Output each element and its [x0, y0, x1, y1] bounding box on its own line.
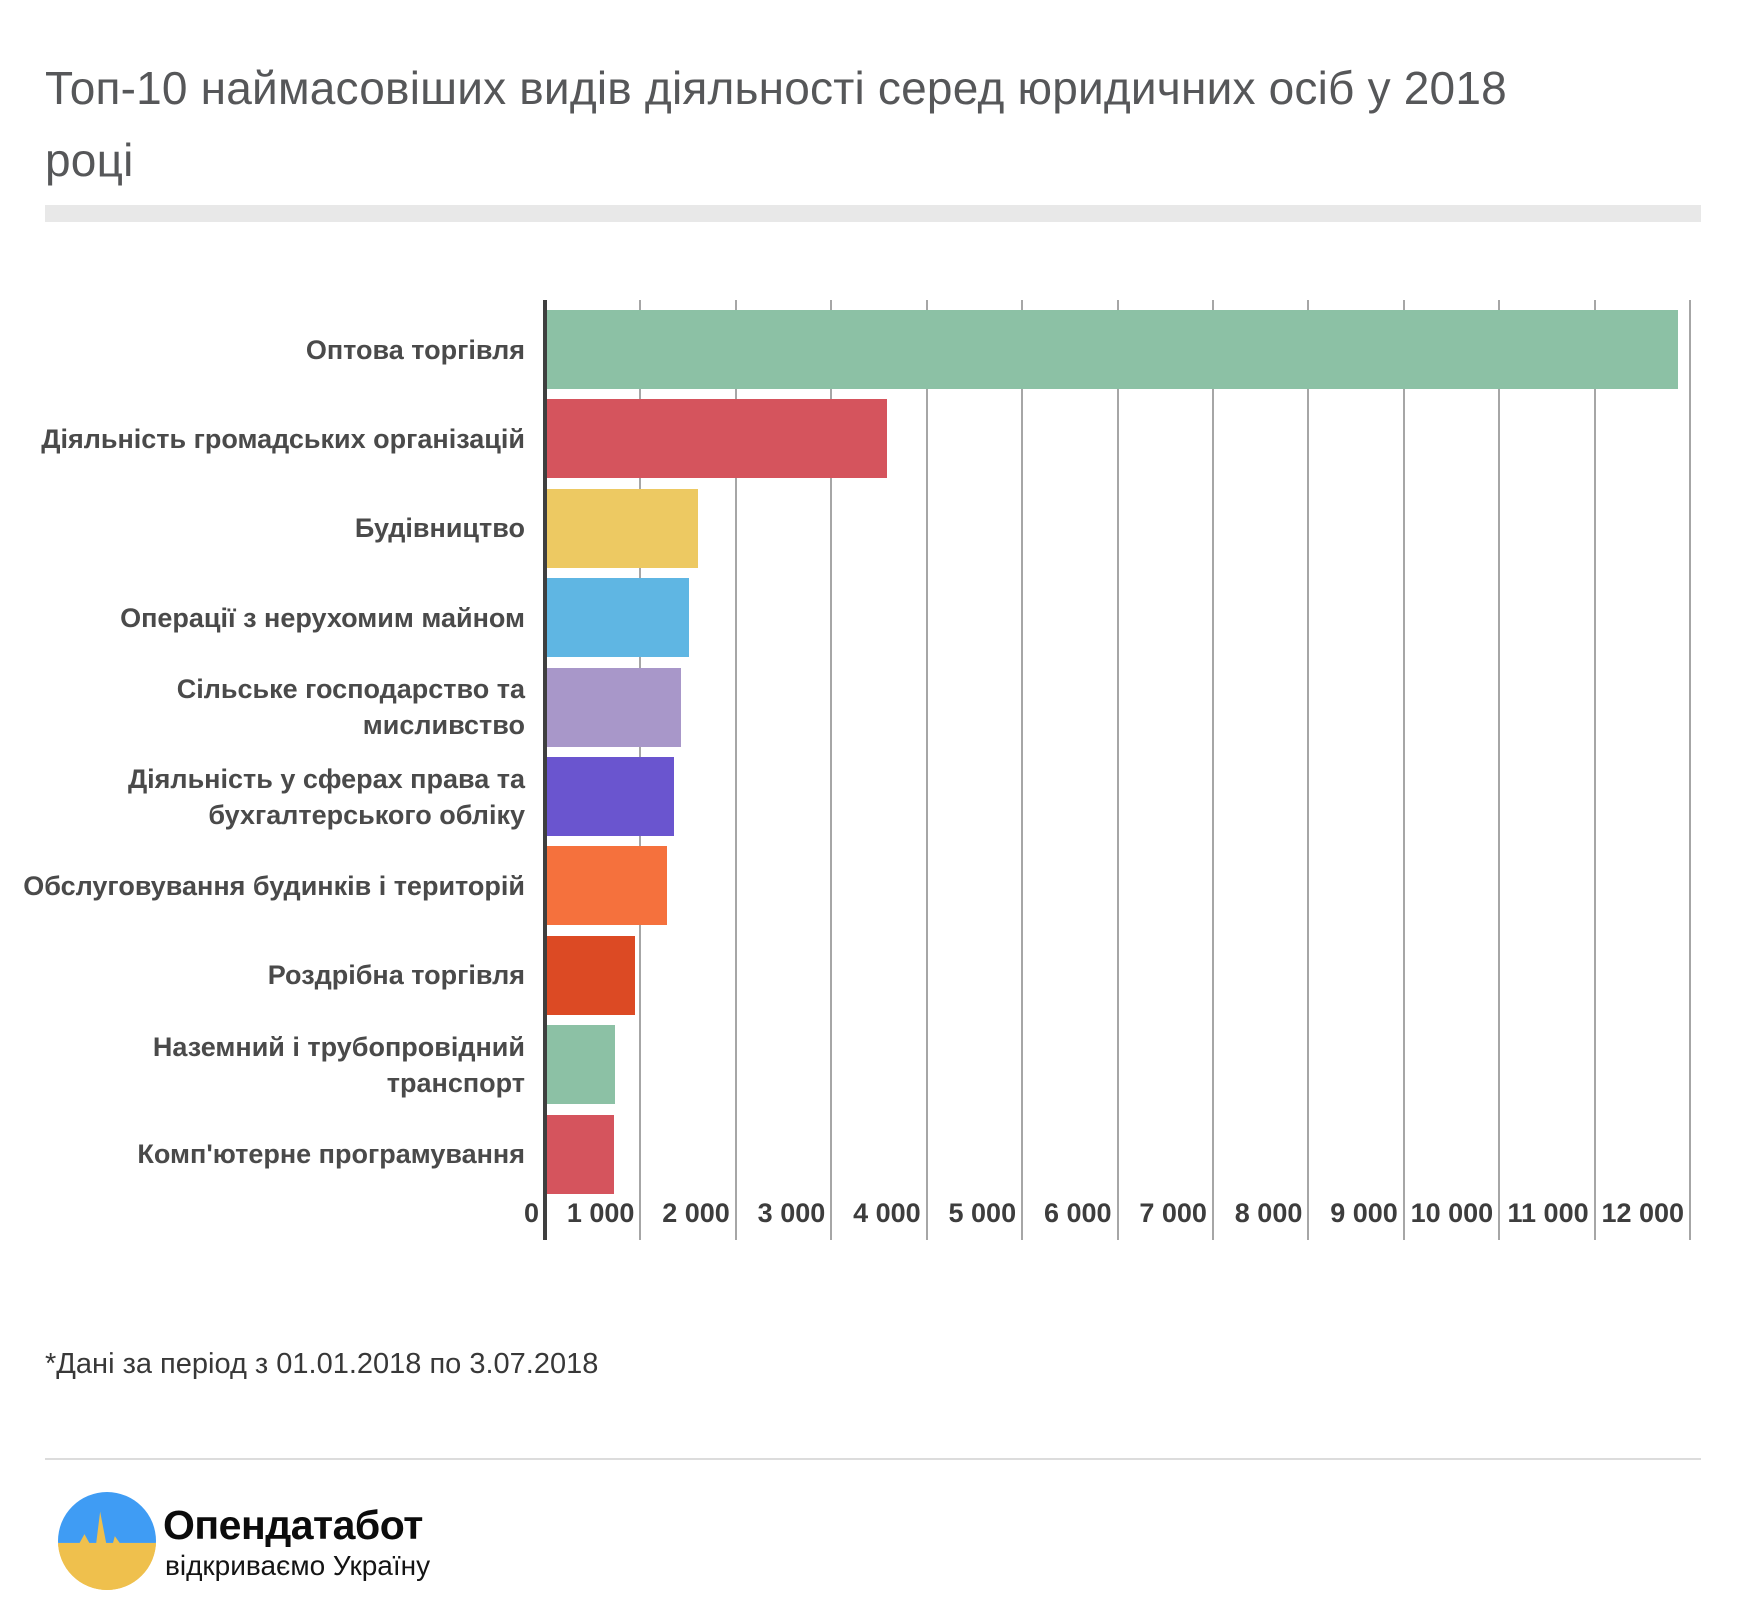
chart-footnote: *Дані за період з 01.01.2018 по 3.07.2018 — [45, 1348, 599, 1380]
x-tick-label: 1 000 — [566, 1198, 635, 1228]
category-label: Наземний і трубопровідний транспорт — [152, 1031, 525, 1098]
bar — [547, 1115, 614, 1194]
pulse-circle-icon — [58, 1492, 156, 1590]
x-tick-label: 10 000 — [1410, 1198, 1494, 1228]
gridline — [1594, 300, 1596, 1240]
bar — [547, 578, 689, 657]
x-tick-label: 6 000 — [1043, 1198, 1112, 1228]
category-label: Діяльність громадських організацій — [41, 423, 525, 454]
category-label: Сільське господарство та мисливство — [176, 674, 525, 741]
bar — [547, 399, 887, 478]
brand-name: Опендатабот — [163, 1502, 423, 1548]
x-tick-label: 4 000 — [853, 1198, 921, 1228]
category-label: Роздрібна торгівля — [267, 960, 525, 991]
x-tick-label: 7 000 — [1139, 1198, 1207, 1228]
category-label: Діяльність у сферах права та бухгалтерського обліку — [127, 763, 525, 830]
x-tick-label: 11 000 — [1507, 1198, 1589, 1228]
bar — [547, 489, 698, 568]
gridline — [926, 300, 928, 1240]
category-label: Будівництво — [354, 513, 525, 544]
chart-title: Топ-10 наймасовіших видів діяльності серед юридичних осіб у 2018 році — [45, 62, 1507, 186]
gridline — [1307, 300, 1309, 1240]
x-tick-label: 12 000 — [1601, 1198, 1685, 1228]
gridline — [1117, 300, 1119, 1240]
brand-tagline: відкриваємо Україну — [165, 1550, 431, 1581]
gridline — [1403, 300, 1405, 1240]
category-label: Оптова торгівля — [305, 334, 525, 365]
gridline — [1212, 300, 1214, 1240]
x-tick-label: 3 000 — [757, 1198, 826, 1228]
bar — [547, 1025, 615, 1104]
x-tick-label: 0 — [523, 1198, 539, 1228]
gridline — [1498, 300, 1500, 1240]
x-tick-label: 9 000 — [1330, 1198, 1398, 1228]
gridline — [1021, 300, 1023, 1240]
x-tick-label: 2 000 — [662, 1198, 730, 1228]
bar — [547, 668, 681, 747]
x-tick-label: 8 000 — [1234, 1198, 1303, 1228]
x-tick-label: 5 000 — [948, 1198, 1017, 1228]
bar — [547, 936, 635, 1015]
bar — [547, 846, 667, 925]
category-label: Операції з нерухомим майном — [120, 602, 525, 633]
gridline — [1689, 300, 1691, 1240]
category-label: Комп'ютерне програмування — [137, 1139, 525, 1170]
bar — [547, 310, 1678, 389]
category-label: Обслуговування будинків і територій — [23, 870, 525, 901]
opendatabot-logo[interactable] — [58, 1492, 478, 1602]
bar — [547, 757, 674, 836]
footer-divider — [45, 1458, 1701, 1460]
